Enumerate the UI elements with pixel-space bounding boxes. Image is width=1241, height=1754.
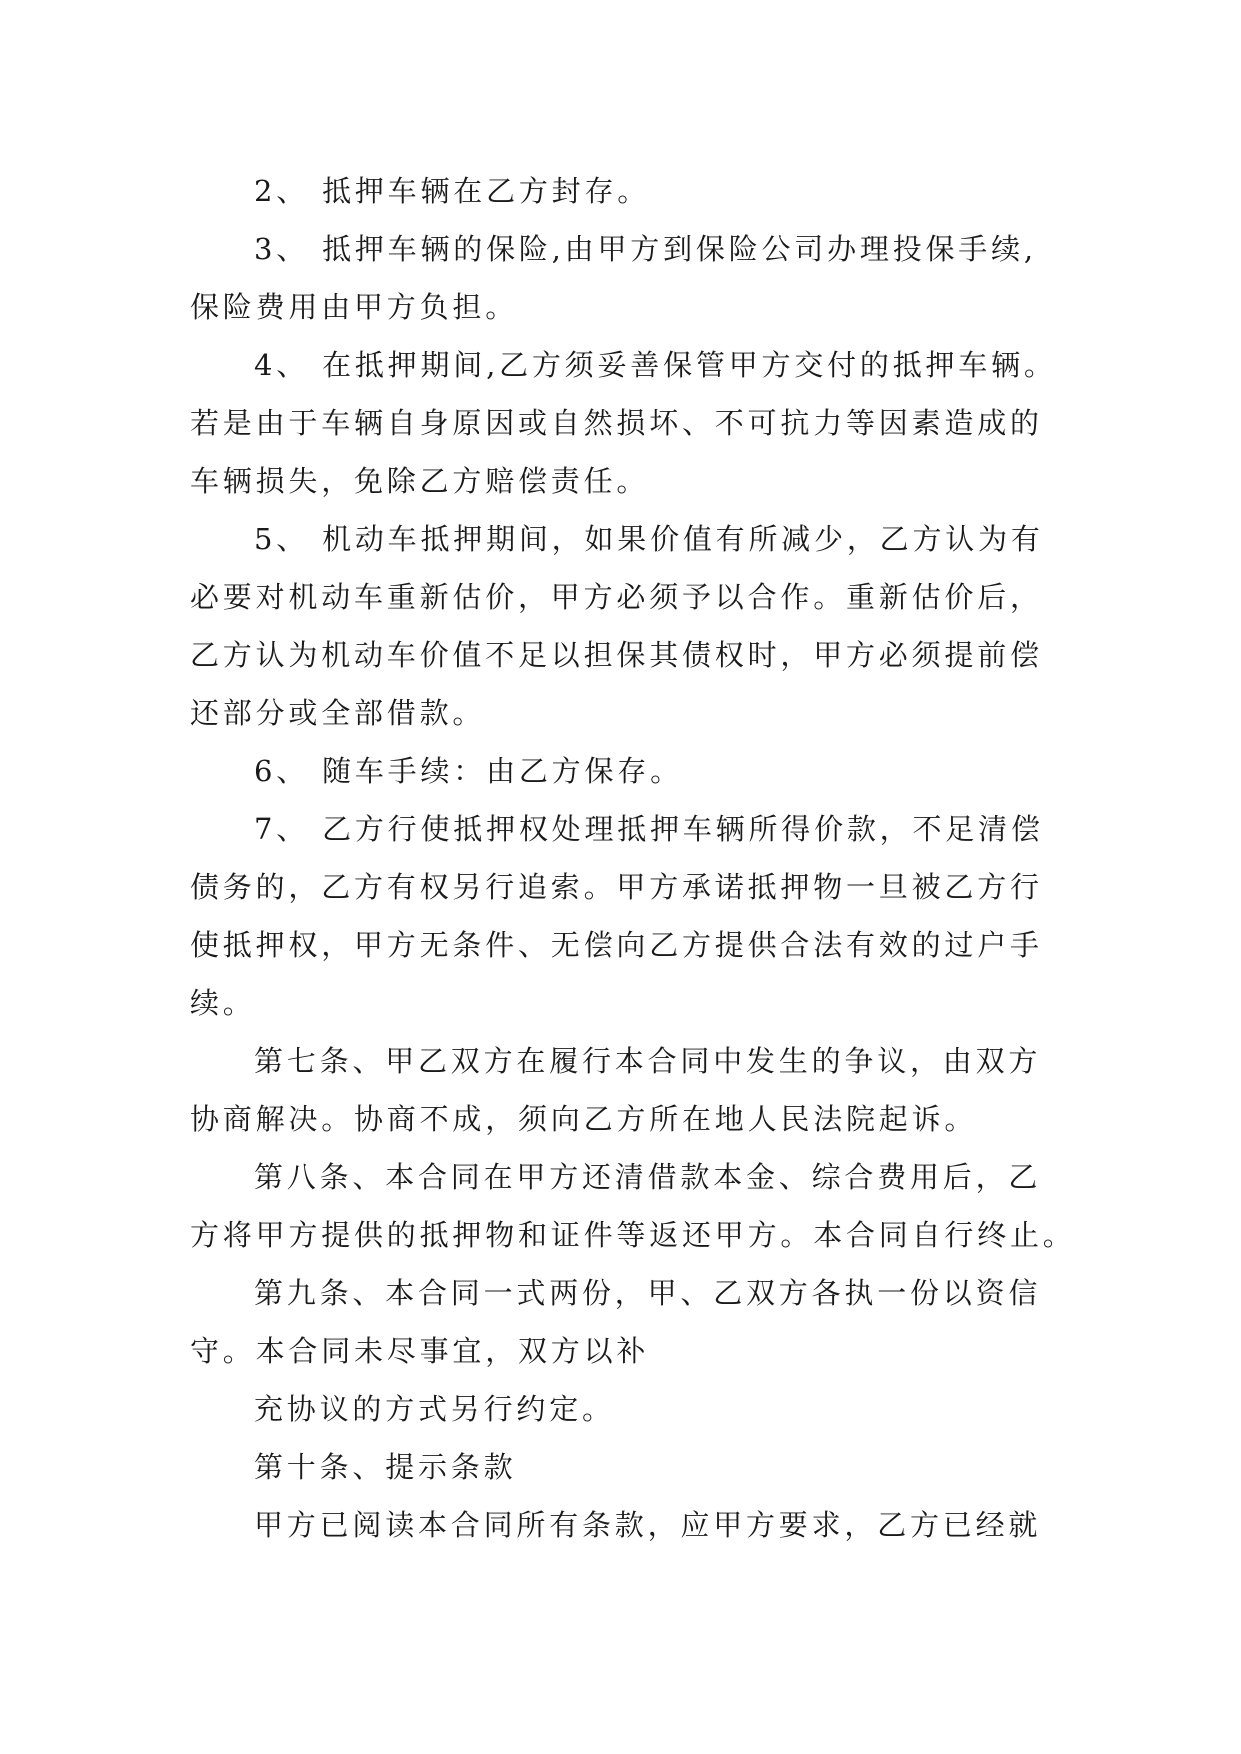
document-body [190, 162, 1090, 1554]
text-line: 车辆损失，免除乙方赔偿责任。 [190, 464, 650, 498]
text-line: 第十条、提示条款 [254, 1450, 517, 1484]
text-line: 5、 机动车抵押期间，如果价值有所减少，乙方认为有 [254, 522, 1044, 556]
text-line: 方将甲方提供的抵押物和证件等返还甲方。本合同自行终止。 [190, 1218, 1076, 1252]
text-line: 必要对机动车重新估价，甲方必须予以合作。重新估价后， [190, 580, 1043, 614]
text-line: 保险费用由甲方负担。 [190, 290, 519, 324]
text-line: 2、 抵押车辆在乙方封存。 [254, 174, 651, 208]
text-line: 充协议的方式另行约定。 [254, 1392, 615, 1426]
text-line: 4、 在抵押期间,乙方须妥善保管甲方交付的抵押车辆。 [254, 348, 1057, 382]
text-line: 守。本合同未尽事宜，双方以补 [190, 1334, 650, 1368]
text-line: 续。 [190, 986, 256, 1020]
text-line: 乙方认为机动车价值不足以担保其债权时，甲方必须提前偿 [190, 638, 1043, 672]
text-line: 3、 抵押车辆的保险,由甲方到保险公司办理投保手续, [254, 232, 1037, 266]
text-line: 使抵押权，甲方无条件、无偿向乙方提供合法有效的过户手 [190, 928, 1043, 962]
text-line: 第七条、甲乙双方在履行本合同中发生的争议，由双方 [254, 1044, 1042, 1078]
text-line: 若是由于车辆自身原因或自然损坏、不可抗力等因素造成的 [190, 406, 1043, 440]
text-line: 6、 随车手续：由乙方保存。 [254, 754, 683, 788]
text-line: 第九条、本合同一式两份，甲、乙双方各执一份以资信 [254, 1276, 1042, 1310]
text-line: 债务的，乙方有权另行追索。甲方承诺抵押物一旦被乙方行 [190, 870, 1043, 904]
text-line: 还部分或全部借款。 [190, 696, 486, 730]
text-line: 7、 乙方行使抵押权处理抵押车辆所得价款，不足清偿 [254, 812, 1044, 846]
text-line: 协商解决。协商不成，须向乙方所在地人民法院起诉。 [190, 1102, 978, 1136]
text-line: 甲方已阅读本合同所有条款，应甲方要求，乙方已经就 [254, 1508, 1042, 1542]
text-line: 第八条、本合同在甲方还清借款本金、综合费用后，乙 [254, 1160, 1042, 1194]
